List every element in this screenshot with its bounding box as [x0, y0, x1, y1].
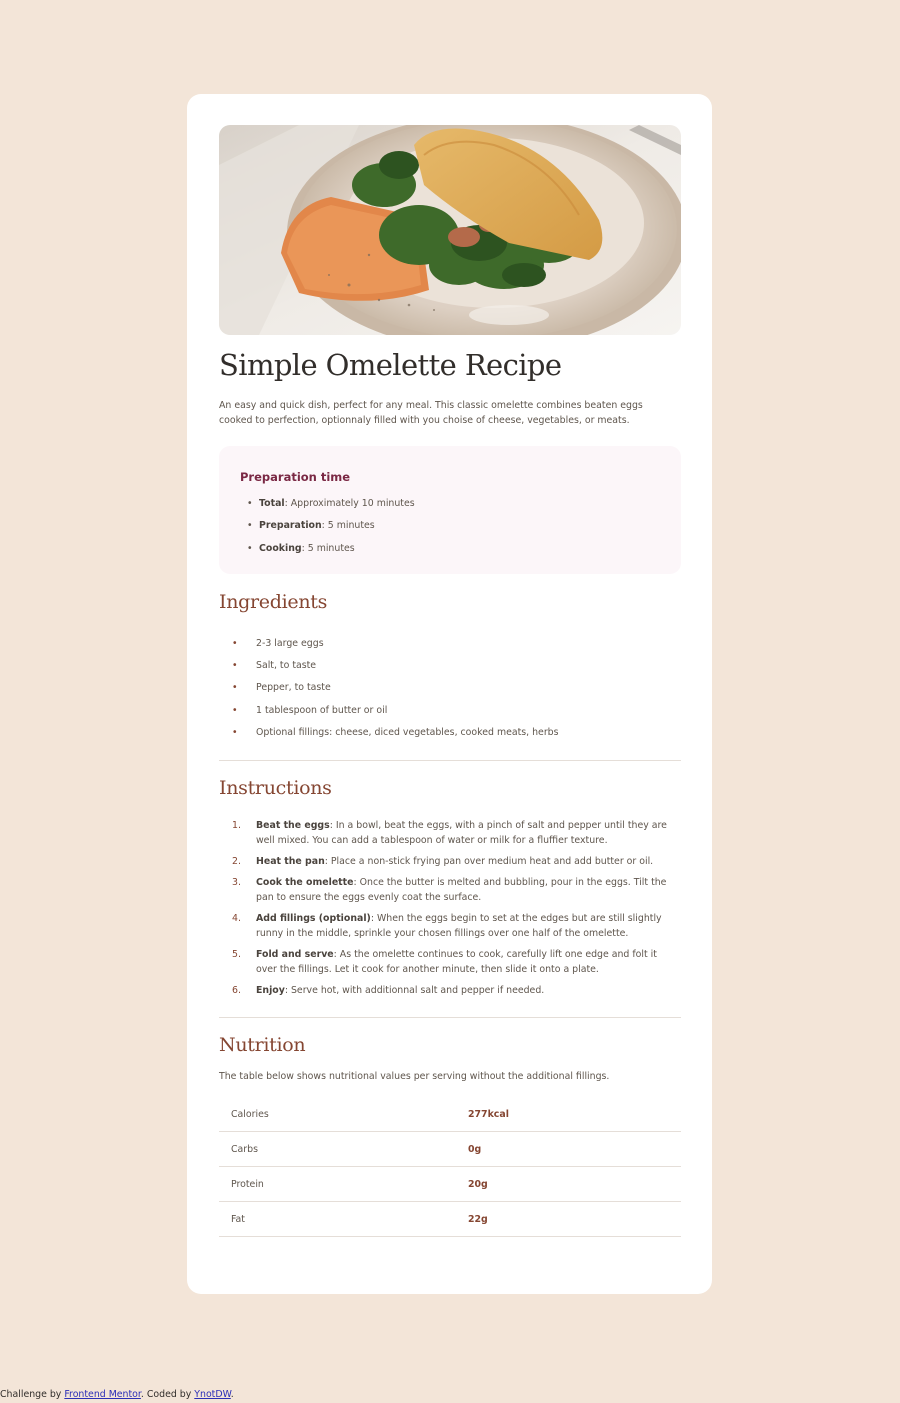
attribution-suffix: .: [230, 1389, 234, 1400]
instruction-step: [232, 818, 668, 848]
step-label: Beat the eggs: [256, 820, 330, 831]
preparation-time-title: Preparation time: [240, 470, 351, 484]
divider: [219, 1017, 681, 1018]
list-item: • Pepper, to taste: [256, 682, 559, 704]
nutrient-value: 22g: [456, 1202, 681, 1237]
table-row: [219, 1202, 681, 1237]
prep-item-total: [259, 498, 415, 520]
list-item: • Salt, to taste: [256, 660, 559, 682]
nutrient-name: Fat: [219, 1202, 456, 1237]
prep-item-label: Preparation: [259, 520, 322, 532]
ingredients-list: [256, 638, 559, 749]
table-row: [219, 1132, 681, 1167]
nutrition-heading: Nutrition: [219, 1034, 306, 1056]
step-text: : Place a non-stick frying pan over medium heat and add butter or oil.: [324, 856, 654, 867]
preparation-time-list: [259, 498, 415, 565]
instruction-step: [232, 875, 668, 905]
step-number: 2.: [232, 856, 241, 867]
prep-item-label: Total: [259, 498, 285, 509]
nutrient-name: Calories: [219, 1097, 456, 1132]
divider: [219, 760, 681, 761]
step-label: Fold and serve: [256, 949, 334, 960]
table-row: [219, 1167, 681, 1202]
prep-item-label: Cooking: [259, 542, 302, 554]
nutrient-name: Protein: [219, 1167, 456, 1202]
omelette-image: [219, 125, 681, 335]
recipe-intro: An easy and quick dish, perfect for any meal. This classic omelette combines beaten eggs cooked to perfection, optionnaly filled with you choise of cheese, vegetables, or meats.: [219, 400, 643, 426]
step-text: : In a bowl, beat the eggs, with a pinch of salt and pepper until they are well mixed. You can add a tablespoon of water or milk for a fluffier texture.: [256, 820, 667, 846]
nutrient-name: Carbs: [219, 1132, 456, 1167]
table-row: [219, 1097, 681, 1132]
step-number: 6.: [232, 985, 241, 996]
nutrient-value: 20g: [456, 1167, 681, 1202]
recipe-card: [187, 94, 712, 1294]
step-number: 4.: [232, 913, 241, 924]
step-text: : As the omelette continues to cook, carefully lift one edge and folt it over the fillings. Let it cook for another minute, then slide it onto a plate.: [256, 949, 657, 975]
instruction-step: [232, 854, 668, 869]
frontend-mentor-link[interactable]: Frontend Mentor: [64, 1389, 141, 1400]
preparation-time-box: [219, 446, 681, 574]
list-item: • Optional fillings: cheese, diced vegetables, cooked meats, herbs: [256, 727, 559, 749]
attribution: [0, 1389, 234, 1400]
list-item: • 1 tablespoon of butter or oil: [256, 705, 559, 727]
omelette-illustration: [219, 125, 681, 335]
step-text: : When the eggs begin to set at the edges but are still slightly runny in the middle, sprinkle your chosen fillings over one half of the omelette.: [256, 913, 662, 939]
prep-item-cooking: [259, 543, 415, 565]
instruction-step: [232, 983, 668, 998]
nutrient-value: 277kcal: [456, 1097, 681, 1132]
attribution-prefix: Challenge by: [0, 1389, 65, 1400]
page-title: Simple Omelette Recipe: [219, 348, 562, 382]
step-label: Add fillings (optional): [256, 913, 371, 924]
instructions-heading: Instructions: [219, 777, 332, 799]
prep-item-value: : 5 minutes: [301, 542, 355, 554]
nutrient-value: 0g: [456, 1132, 681, 1167]
list-item: • 2-3 large eggs: [256, 638, 559, 660]
prep-item-preparation: [259, 520, 415, 542]
step-number: 3.: [232, 877, 241, 888]
author-link[interactable]: YnotDW: [194, 1389, 231, 1400]
step-label: Enjoy: [256, 985, 285, 996]
instruction-step: [232, 911, 668, 941]
prep-item-value: : Approximately 10 minutes: [284, 498, 415, 509]
attribution-middle: . Coded by: [140, 1389, 195, 1400]
step-text: : Once the butter is melted and bubbling, pour in the eggs. Tilt the pan to ensure the eggs evenly coat the surface.: [256, 877, 667, 903]
step-number: 5.: [232, 949, 241, 960]
instruction-step: [232, 947, 668, 977]
step-number: 1.: [232, 820, 241, 831]
step-label: Heat the pan: [256, 856, 325, 867]
ingredients-heading: Ingredients: [219, 591, 328, 613]
step-text: : Serve hot, with additionnal salt and pepper if needed.: [284, 985, 545, 996]
nutrition-intro: The table below shows nutritional values per serving without the additional fillings.: [219, 1071, 610, 1082]
instructions-list: [232, 818, 668, 1004]
prep-item-value: : 5 minutes: [321, 520, 375, 532]
nutrition-table: [219, 1097, 681, 1237]
step-label: Cook the omelette: [256, 877, 354, 888]
